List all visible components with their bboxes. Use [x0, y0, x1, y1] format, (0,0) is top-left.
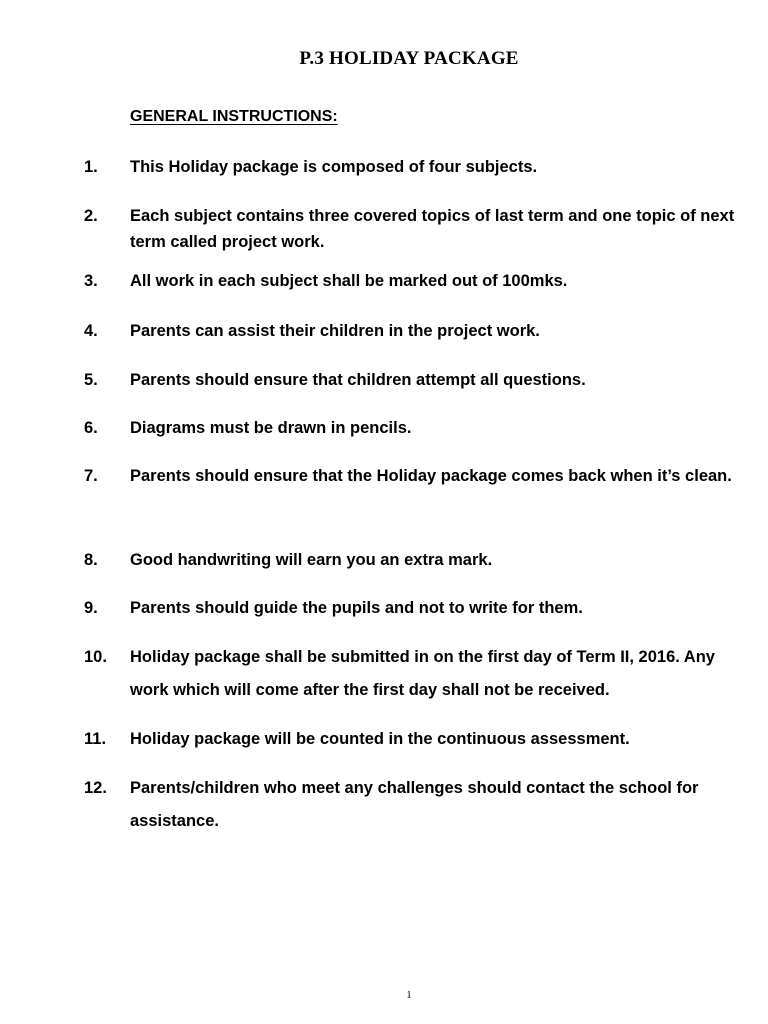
item-number: 4. — [84, 322, 98, 340]
item-number: 9. — [84, 599, 98, 617]
item-text: All work in each subject shall be marked out of 100mks. — [130, 272, 568, 290]
item-text: Parents should ensure that children attempt all questions. — [130, 371, 586, 389]
item-number: 6. — [84, 419, 98, 437]
document-title: P.3 HOLIDAY PACKAGE — [299, 48, 519, 69]
item-number: 1. — [84, 158, 98, 176]
section-heading: GENERAL INSTRUCTIONS: — [130, 108, 338, 125]
item-text: Each subject contains three covered topics of last term and one topic of next term called project work. — [130, 207, 735, 251]
item-number: 2. — [84, 207, 98, 225]
item-number: 7. — [84, 467, 98, 485]
item-text: Parents should guide the pupils and not to write for them. — [130, 599, 583, 617]
item-text: Good handwriting will earn you an extra mark. — [130, 551, 493, 569]
item-number: 8. — [84, 551, 98, 569]
item-text: Holiday package shall be submitted in on the first day of Term II, 2016. Any work which will come after the first day shall not be received. — [130, 648, 715, 699]
item-text: Parents should ensure that the Holiday package comes back when it’s clean. — [130, 467, 732, 485]
page-number: 1 — [406, 989, 412, 1001]
item-text: Parents can assist their children in the project work. — [130, 322, 540, 340]
item-number: 5. — [84, 371, 98, 389]
item-text: Parents/children who meet any challenges should contact the school for assistance. — [130, 779, 699, 830]
item-number: 3. — [84, 272, 98, 290]
item-text: Diagrams must be drawn in pencils. — [130, 419, 412, 437]
item-text: Holiday package will be counted in the continuous assessment. — [130, 730, 630, 748]
item-text: This Holiday package is composed of four subjects. — [130, 158, 538, 176]
item-number: 11. — [84, 730, 107, 748]
item-number: 12. — [84, 779, 107, 797]
item-number: 10. — [84, 648, 107, 666]
